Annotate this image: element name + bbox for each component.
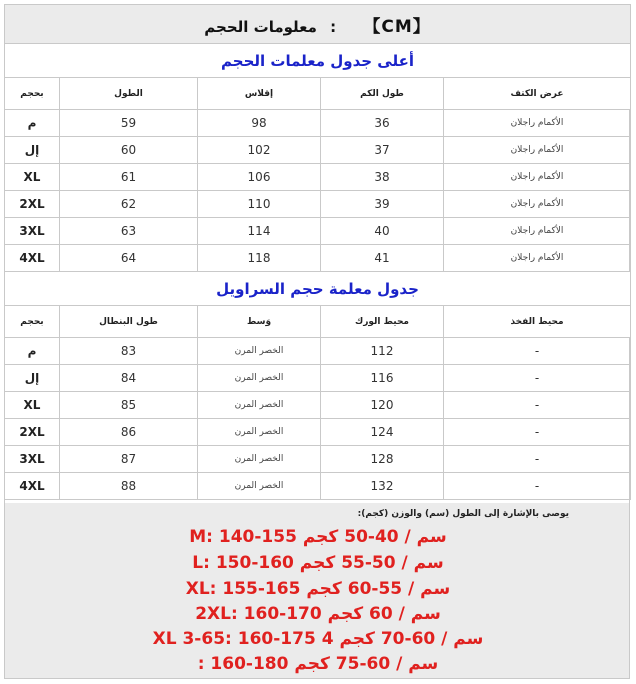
pants-table-header-row bbox=[5, 306, 631, 338]
waist-cell: الخصر المرن bbox=[198, 473, 321, 500]
table-row bbox=[5, 191, 631, 218]
hip-cell: 120 bbox=[321, 392, 444, 419]
recommendation-line-2xl: 2XL: 160-170 سم / 60 كجم bbox=[195, 604, 441, 624]
header-length: الطول bbox=[60, 78, 198, 110]
table-row bbox=[5, 446, 631, 473]
shoulder-cell: الأكمام راجلان bbox=[444, 137, 631, 164]
title-row bbox=[5, 5, 631, 44]
sleeve-cell: 38 bbox=[321, 164, 444, 191]
bust-cell: 118 bbox=[198, 245, 321, 272]
recommendation-line-m: M: 140-155 سم / 40-50 كجم bbox=[189, 527, 447, 547]
size-cell: XL bbox=[5, 392, 60, 419]
pants-table-subtitle-row bbox=[5, 272, 631, 306]
table-row bbox=[5, 137, 631, 164]
recommendation-intro: يوصى بالإشارة إلى الطول (سم) والوزن (كجم): bbox=[357, 509, 569, 519]
thigh-cell: - bbox=[444, 338, 631, 365]
header-thigh: محيط الفخذ bbox=[444, 306, 631, 338]
waist-cell: الخصر المرن bbox=[198, 338, 321, 365]
shoulder-cell: الأكمام راجلان bbox=[444, 110, 631, 137]
table-row bbox=[5, 473, 631, 500]
pants-length-cell: 87 bbox=[60, 446, 198, 473]
shoulder-cell: الأكمام راجلان bbox=[444, 191, 631, 218]
pants-length-cell: 85 bbox=[60, 392, 198, 419]
size-cell: م bbox=[5, 338, 60, 365]
waist-cell: الخصر المرن bbox=[198, 365, 321, 392]
top-table-header-row bbox=[5, 78, 631, 110]
page-title bbox=[5, 5, 631, 44]
bust-cell: 114 bbox=[198, 218, 321, 245]
thigh-cell: - bbox=[444, 392, 631, 419]
sleeve-cell: 39 bbox=[321, 191, 444, 218]
bust-cell: 110 bbox=[198, 191, 321, 218]
thigh-cell: - bbox=[444, 365, 631, 392]
header-hip: محيط الورك bbox=[321, 306, 444, 338]
pants-table-subtitle: جدول معلمة حجم السراويل bbox=[5, 272, 631, 306]
size-cell: إل bbox=[5, 137, 60, 164]
header-bust: إقلاس bbox=[198, 78, 321, 110]
length-cell: 63 bbox=[60, 218, 198, 245]
table-row bbox=[5, 338, 631, 365]
hip-cell: 116 bbox=[321, 365, 444, 392]
table-row bbox=[5, 218, 631, 245]
recommendation-line-xl: XL: 155-165 سم / 55-60 كجم bbox=[185, 579, 451, 599]
length-cell: 60 bbox=[60, 137, 198, 164]
length-cell: 59 bbox=[60, 110, 198, 137]
title-separator: : bbox=[330, 17, 337, 36]
size-cell: إل bbox=[5, 365, 60, 392]
size-cell: 4XL bbox=[5, 473, 60, 500]
size-cell: 4XL bbox=[5, 245, 60, 272]
header-pants-length: طول البنطال bbox=[60, 306, 198, 338]
size-cell: 2XL bbox=[5, 191, 60, 218]
recommendation-panel bbox=[4, 503, 630, 679]
bust-cell: 98 bbox=[198, 110, 321, 137]
size-cell: 2XL bbox=[5, 419, 60, 446]
header-size: بحجم bbox=[5, 306, 60, 338]
shoulder-cell: الأكمام راجلان bbox=[444, 245, 631, 272]
size-cell: م bbox=[5, 110, 60, 137]
recommendation-line-4xl: : 160-180 سم / 60-75 كجم bbox=[197, 654, 439, 674]
size-cell: 3XL bbox=[5, 218, 60, 245]
sleeve-cell: 37 bbox=[321, 137, 444, 164]
pants-length-cell: 88 bbox=[60, 473, 198, 500]
header-sleeve: طول الكم bbox=[321, 78, 444, 110]
sleeve-cell: 36 bbox=[321, 110, 444, 137]
hip-cell: 124 bbox=[321, 419, 444, 446]
bust-cell: 106 bbox=[198, 164, 321, 191]
hip-cell: 128 bbox=[321, 446, 444, 473]
shoulder-cell: الأكمام راجلان bbox=[444, 164, 631, 191]
header-shoulder: عرض الكتف bbox=[444, 78, 631, 110]
length-cell: 61 bbox=[60, 164, 198, 191]
pants-length-cell: 83 bbox=[60, 338, 198, 365]
shoulder-cell: الأكمام راجلان bbox=[444, 218, 631, 245]
hip-cell: 112 bbox=[321, 338, 444, 365]
table-row bbox=[5, 110, 631, 137]
pants-length-cell: 84 bbox=[60, 365, 198, 392]
length-cell: 64 bbox=[60, 245, 198, 272]
waist-cell: الخصر المرن bbox=[198, 446, 321, 473]
thigh-cell: - bbox=[444, 473, 631, 500]
top-table-subtitle: أعلى جدول معلمات الحجم bbox=[5, 44, 631, 78]
header-size: بحجم bbox=[5, 78, 60, 110]
size-cell: XL bbox=[5, 164, 60, 191]
title-label: معلومات الحجم bbox=[204, 17, 317, 36]
top-table-subtitle-row bbox=[5, 44, 631, 78]
recommendation-line-3xl: XL 3-65: 160-175 سم / 60-70 كجم 4 bbox=[152, 629, 484, 649]
sleeve-cell: 41 bbox=[321, 245, 444, 272]
header-waist: وَسط bbox=[198, 306, 321, 338]
thigh-cell: - bbox=[444, 419, 631, 446]
waist-cell: الخصر المرن bbox=[198, 392, 321, 419]
bust-cell: 102 bbox=[198, 137, 321, 164]
table-row bbox=[5, 164, 631, 191]
sleeve-cell: 40 bbox=[321, 218, 444, 245]
size-cell: 3XL bbox=[5, 446, 60, 473]
length-cell: 62 bbox=[60, 191, 198, 218]
table-row bbox=[5, 245, 631, 272]
thigh-cell: - bbox=[444, 446, 631, 473]
pants-length-cell: 86 bbox=[60, 419, 198, 446]
table-row bbox=[5, 419, 631, 446]
table-row bbox=[5, 365, 631, 392]
recommendation-line-l: L: 150-160 سم / 50-55 كجم bbox=[192, 553, 444, 573]
waist-cell: الخصر المرن bbox=[198, 419, 321, 446]
table-row bbox=[5, 392, 631, 419]
hip-cell: 132 bbox=[321, 473, 444, 500]
unit-label: 【CM】 bbox=[363, 16, 431, 37]
top-size-table bbox=[4, 4, 631, 500]
